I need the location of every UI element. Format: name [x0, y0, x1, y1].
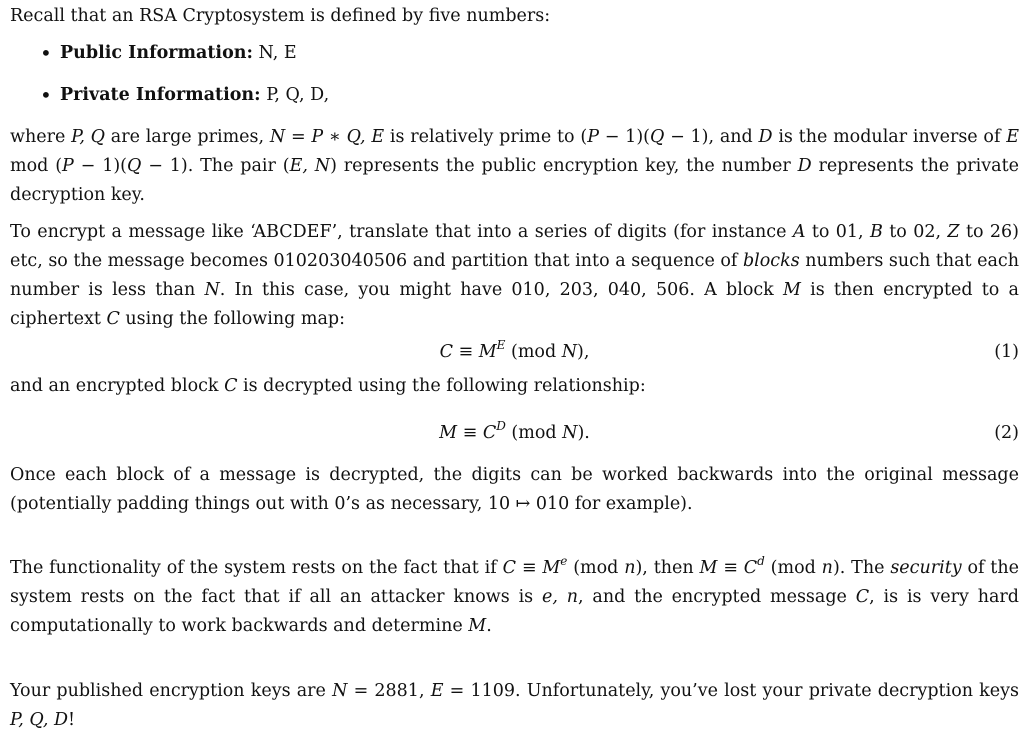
equation-2-body: $M \equiv C^D$ (mod N). — [439, 419, 590, 443]
equation-1-number: (1) — [994, 342, 1019, 362]
private-info-label: Private Information: — [60, 85, 261, 105]
public-info-label: Public Information: — [60, 43, 253, 63]
equation-1-body: $C \equiv M^E$ (mod N), — [439, 338, 590, 362]
encryption-paragraph: To encrypt a message like ‘ABCDEF’, translate that into a series of digits (for instance A to 01, B to 02, Z to 26) etc, so the message becomes 010203040506 and partition that into a sequence of blocks numbers such that each number is less than N. In this case, you might have 010, 203, 040, 506. A block M is then encrypted to a ciphertext C using the following map: — [10, 222, 1019, 329]
public-info-value: N, E — [258, 43, 297, 63]
private-info-value: P, Q, D, — [266, 85, 330, 105]
intro-text: Recall that an RSA Cryptosystem is defined by five numbers: — [10, 6, 551, 26]
private-info-item — [40, 81, 1019, 110]
keys-paragraph: Your published encryption keys are N = 2881, E = 1109. Unfortunately, you’ve lost your private decryption keys P, Q, D! — [10, 681, 1020, 730]
document-page — [0, 2, 1035, 755]
decryption-intro: and an encrypted block C is decrypted using the following relationship: — [10, 376, 646, 396]
security-paragraph: The functionality of the system rests on the fact that if $C \equiv M^e$ (mod n), then $M \equiv C^d$ (mod n). The security of the system rests on the fact that if all an attacker knows is e, n, and the encrypted message C, is is very hard computationally to work backwards and determine M. — [10, 554, 1019, 636]
public-info-item — [40, 39, 1019, 68]
equation-1 — [10, 334, 1019, 370]
rsa-info-list — [10, 39, 1019, 110]
equation-2 — [10, 415, 1019, 451]
decoding-paragraph: Once each block of a message is decrypted, the digits can be worked backwards into the original message (potentially padding things out with 0’s as necessary, 10 ↦ 010 for example). — [10, 465, 1019, 514]
equation-2-number: (2) — [994, 423, 1019, 443]
definition-paragraph: where P, Q are large primes, N = P ∗ Q, E is relatively prime to (P − 1)(Q − 1), and D is the modular inverse of E mod (P − 1)(Q − 1). The pair (E, N) represents the public encryption key, the number D represents the private decryption key. — [10, 127, 1019, 205]
